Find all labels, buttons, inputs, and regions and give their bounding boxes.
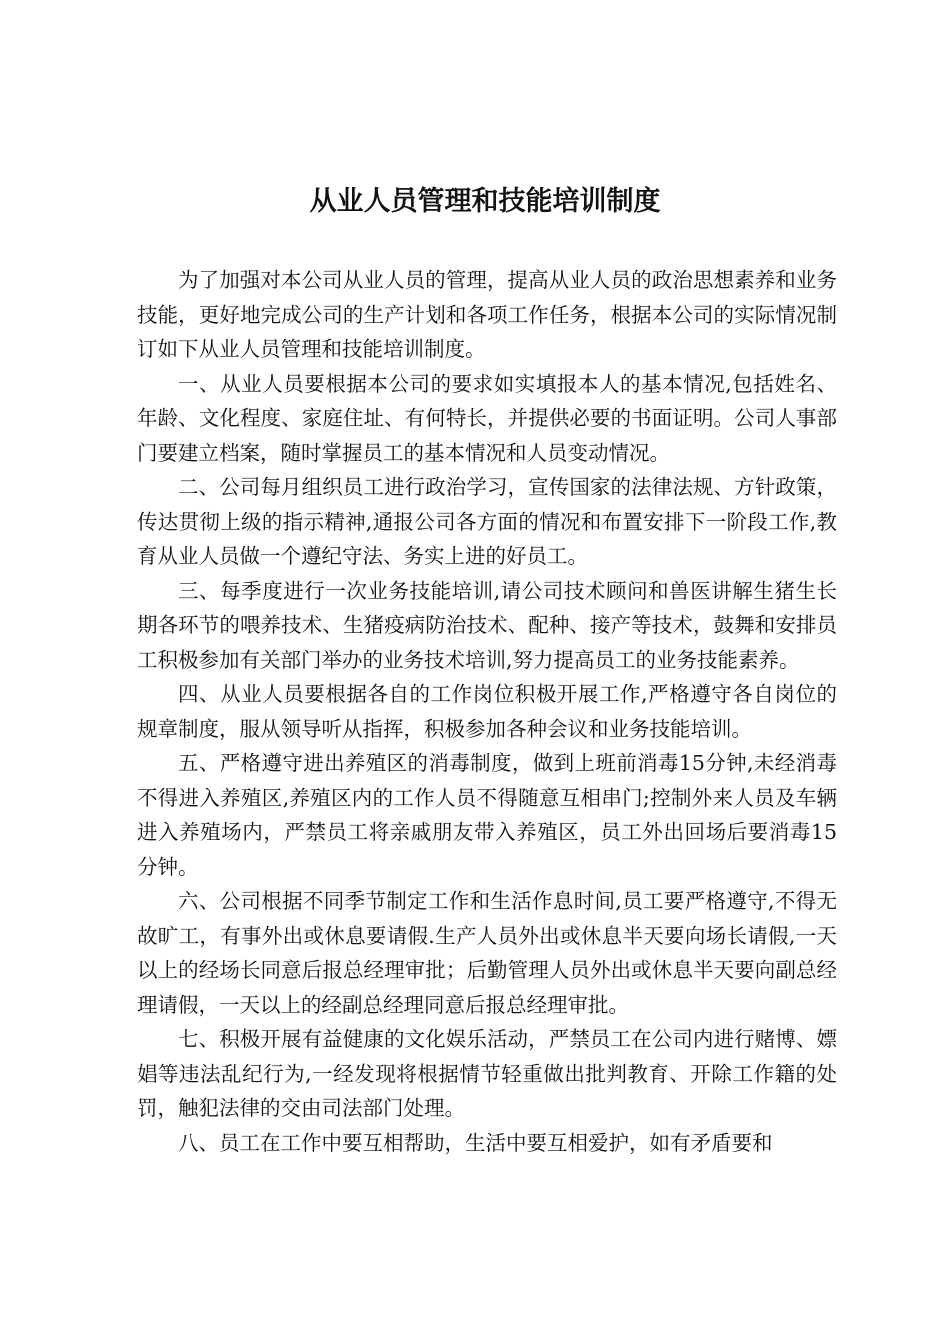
paragraph-intro: 为了加强对本公司从业人员的管理，提高从业人员的政治思想素养和业务技能，更好地完成公司的生产计划和各项工作任务，根据本公司的实际情况制订如下从业人员管理和技能培训制度。	[137, 268, 837, 361]
paragraph-clause-5: 五、严格遵守进出养殖区的消毒制度，做到上班前消毒15分钟,未经消毒不得进入养殖区,养殖区内的工作人员不得随意互相串门;控制外来人员及车辆进入养殖场内，严禁员工将亲戚朋友带入养殖区，员工外出回场后要消毒15分钟。	[137, 751, 837, 879]
document-title: 从业人员管理和技能培训制度	[309, 186, 661, 217]
paragraph-clause-6: 六、公司根据不同季节制定工作和生活作息时间,员工要严格遵守,不得无故旷工，有事外出或休息要请假.生产人员外出或休息半天要向场长请假,一天以上的经场长同意后报总经理审批；后勤管理人员外出或休息半天要向副总经理请假，一天以上的经副总经理同意后报总经理审批。	[137, 889, 837, 1017]
paragraph-clause-2: 二、公司每月组织员工进行政治学习，宣传国家的法律法规、方针政策，传达贯彻上级的指示精神,通报公司各方面的情况和布置安排下一阶段工作,教育从业人员做一个遵纪守法、务实上进的好员工。	[137, 475, 837, 568]
paragraph-clause-7: 七、积极开展有益健康的文化娱乐活动，严禁员工在公司内进行赌博、嫖娼等违法乱纪行为,一经发现将根据情节轻重做出批判教育、开除工作籍的处罚，触犯法律的交由司法部门处理。	[137, 1027, 837, 1120]
paragraph-clause-3: 三、每季度进行一次业务技能培训,请公司技术顾问和兽医讲解生猪生长期各环节的喂养技术、生猪疫病防治技术、配种、接产等技术，鼓舞和安排员工积极参加有关部门举办的业务技术培训,努力提高员工的业务技能素养。	[137, 578, 837, 672]
paragraph-clause-1: 一、从业人员要根据本公司的要求如实填报本人的基本情况,包括姓名、年龄、文化程度、家庭住址、有何特长，并提供必要的书面证明。公司人事部门要建立档案，随时掌握员工的基本情况和人员变动情况。	[137, 371, 837, 465]
paragraph-clause-4: 四、从业人员要根据各自的工作岗位积极开展工作,严格遵守各自岗位的规章制度，服从领导听从指挥，积极参加各种会议和业务技能培训。	[137, 682, 837, 741]
paragraph-clause-8: 八、员工在工作中要互相帮助，生活中要互相爱护，如有矛盾要和	[178, 1130, 773, 1155]
document-body	[137, 263, 837, 1160]
